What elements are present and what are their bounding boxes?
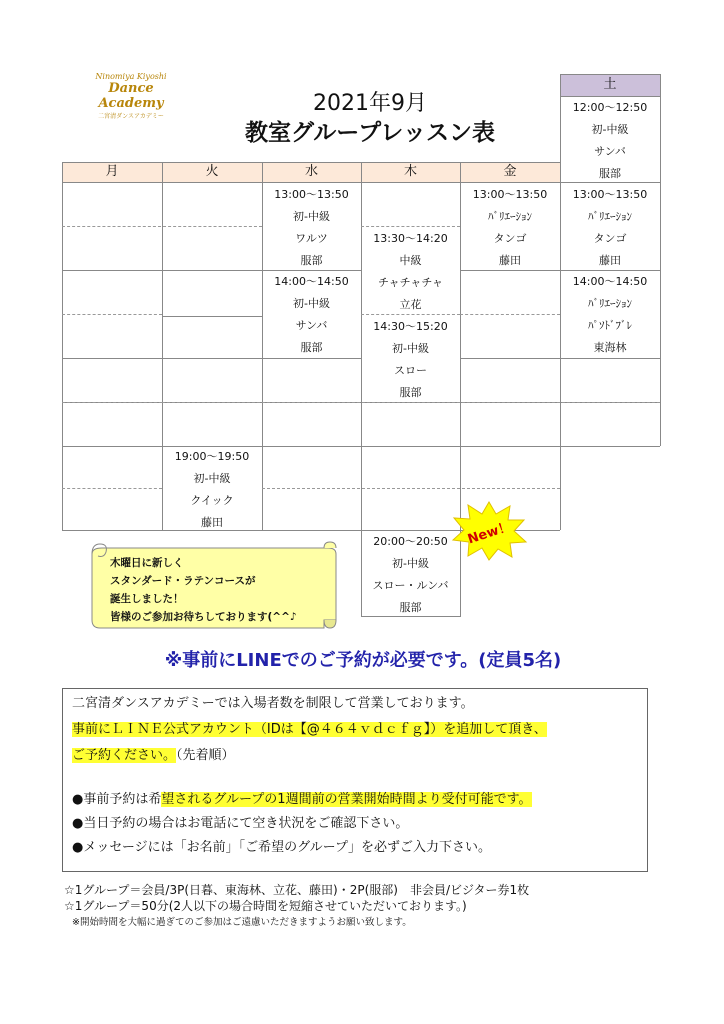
- lesson-level: ﾊﾞﾘｴｰｼｮﾝ: [488, 210, 532, 223]
- lesson-time: 13:00～13:50: [472, 188, 548, 201]
- info-line-6: ●メッセージには「お名前」「ご希望のグループ」を必ずご入力下さい。: [72, 840, 492, 855]
- lesson-time: 19:00～19:50: [174, 450, 250, 463]
- lesson-sat-1: [560, 97, 660, 185]
- lesson-dance: タンゴ: [593, 232, 627, 245]
- lesson-fri-1: [460, 184, 560, 272]
- info-line-1: 二宮清ダンスアカデミーでは入場者数を制限して営業しております。: [72, 696, 474, 711]
- lesson-instructor: 服部: [399, 386, 422, 399]
- lesson-level: ﾊﾞﾘｴｰｼｮﾝ: [588, 210, 632, 223]
- lesson-level: 初-中級: [293, 297, 330, 310]
- line-id-highlight: 事前にＬＩＮＥ公式アカウント（IDは【@４６４ｖｄｃｆｇ】）を追加して頂き、: [72, 722, 547, 737]
- page-title: 教室グループレッスン表: [244, 120, 495, 146]
- lesson-wed-1: [262, 184, 361, 272]
- scroll-line: 木曜日に新しく: [110, 557, 184, 569]
- header-tue: 火: [205, 164, 219, 179]
- header-fri: 金: [503, 164, 517, 179]
- lesson-level: 初-中級: [193, 472, 231, 485]
- lesson-time: 14:30～15:20: [373, 320, 448, 333]
- lesson-instructor: 藤田: [499, 254, 521, 267]
- header-wed: 水: [304, 164, 318, 179]
- info-line-2: [72, 719, 547, 741]
- info-line-5: ●当日予約の場合はお電話にて空き状況をご確認下さい。: [72, 816, 409, 831]
- lesson-time: 14:00～14:50: [572, 275, 648, 288]
- logo-top-text: Ninomiya Kiyoshi: [95, 72, 167, 81]
- header-sat: 土: [603, 77, 617, 92]
- lesson-time: 13:00～13:50: [572, 188, 648, 201]
- new-badge: [450, 500, 528, 562]
- logo-sub-text: 二宮清ダンスアカデミー: [98, 113, 164, 120]
- lesson-instructor: 服部: [300, 254, 323, 267]
- lesson-wed-2: [262, 271, 361, 359]
- lesson-dance: ﾊﾟｿﾄﾞﾌﾞﾚ: [588, 319, 632, 332]
- scroll-line: 誕生しました！: [110, 593, 184, 605]
- lesson-level: 初-中級: [293, 210, 330, 223]
- lesson-level: ﾊﾞﾘｴｰｼｮﾝ: [588, 297, 632, 310]
- lesson-time: 13:30～14:20: [373, 232, 448, 245]
- info-line-4: [72, 789, 532, 811]
- lesson-dance: サンバ: [594, 145, 626, 158]
- footer-line-3: ※開始時間を大幅に過ぎてのご参加はご遠慮いただきますようお願い致します。: [72, 917, 412, 928]
- scroll-line: スタンダード・ラテンコースが: [110, 575, 256, 587]
- new-badge-text: New！: [466, 519, 514, 548]
- lesson-instructor: 藤田: [201, 516, 223, 529]
- info-line-4b: 望されるグループの1週間前の営業開始時間より受付可能です。: [161, 792, 532, 807]
- lesson-sat-3: [560, 271, 660, 359]
- lesson-level: 初-中級: [392, 342, 429, 355]
- lesson-instructor: 立花: [399, 298, 422, 311]
- lesson-thu-3: [361, 531, 460, 619]
- lesson-dance: チャチャチャ: [377, 276, 443, 289]
- lesson-time: 12:00～12:50: [572, 101, 648, 114]
- footer-line-1: ☆1グループ＝会員/3P(日暮、東海林、立花、藤田)・2P(服部) 非会員/ビジター券1枚: [64, 883, 530, 897]
- lesson-time: 14:00～14:50: [274, 275, 349, 288]
- footer-line-2: ☆1グループ＝50分(2人以下の場合時間を短縮させていただいております。): [64, 899, 467, 913]
- lesson-instructor: 服部: [399, 601, 422, 614]
- lesson-level: 初-中級: [591, 123, 629, 136]
- lesson-time: 13:00～13:50: [274, 188, 349, 201]
- lesson-thu-2: [361, 316, 460, 404]
- scroll-note-text: [110, 554, 297, 626]
- header-thu: 木: [403, 164, 417, 179]
- lesson-time: 20:00～20:50: [373, 535, 448, 548]
- lesson-tue-1: [162, 446, 262, 534]
- lesson-level: 初-中級: [392, 557, 429, 570]
- lesson-dance: タンゴ: [493, 232, 527, 245]
- header-mon: 月: [105, 164, 119, 179]
- lesson-instructor: 服部: [300, 341, 323, 354]
- lesson-instructor: 藤田: [599, 254, 621, 267]
- reserve-highlight: ご予約ください。: [72, 748, 177, 763]
- first-come-text: （先着順）: [176, 748, 235, 763]
- lesson-dance: サンバ: [295, 319, 328, 332]
- lesson-dance: スロー・ルンバ: [372, 579, 449, 592]
- info-line-4a: ●事前予約は希: [72, 792, 162, 807]
- logo-main-text: Dance Academy: [98, 81, 164, 111]
- lesson-level: 中級: [399, 254, 422, 267]
- info-line-3: [72, 745, 235, 767]
- lesson-instructor: 東海林: [593, 341, 627, 354]
- reservation-notice: ※事前にLINEでのご予約が必要です。(定員5名): [164, 650, 562, 671]
- lesson-instructor: 服部: [599, 167, 621, 180]
- lesson-dance: スロー: [394, 364, 427, 377]
- page-title-month: 2021年9月: [313, 91, 427, 116]
- lesson-thu-1: [361, 228, 460, 316]
- lesson-sat-2: [560, 184, 660, 272]
- scroll-line: 皆様のご参加お待ちしております(^^♪: [110, 611, 297, 623]
- lesson-dance: クイック: [190, 494, 234, 507]
- lesson-dance: ワルツ: [295, 232, 328, 245]
